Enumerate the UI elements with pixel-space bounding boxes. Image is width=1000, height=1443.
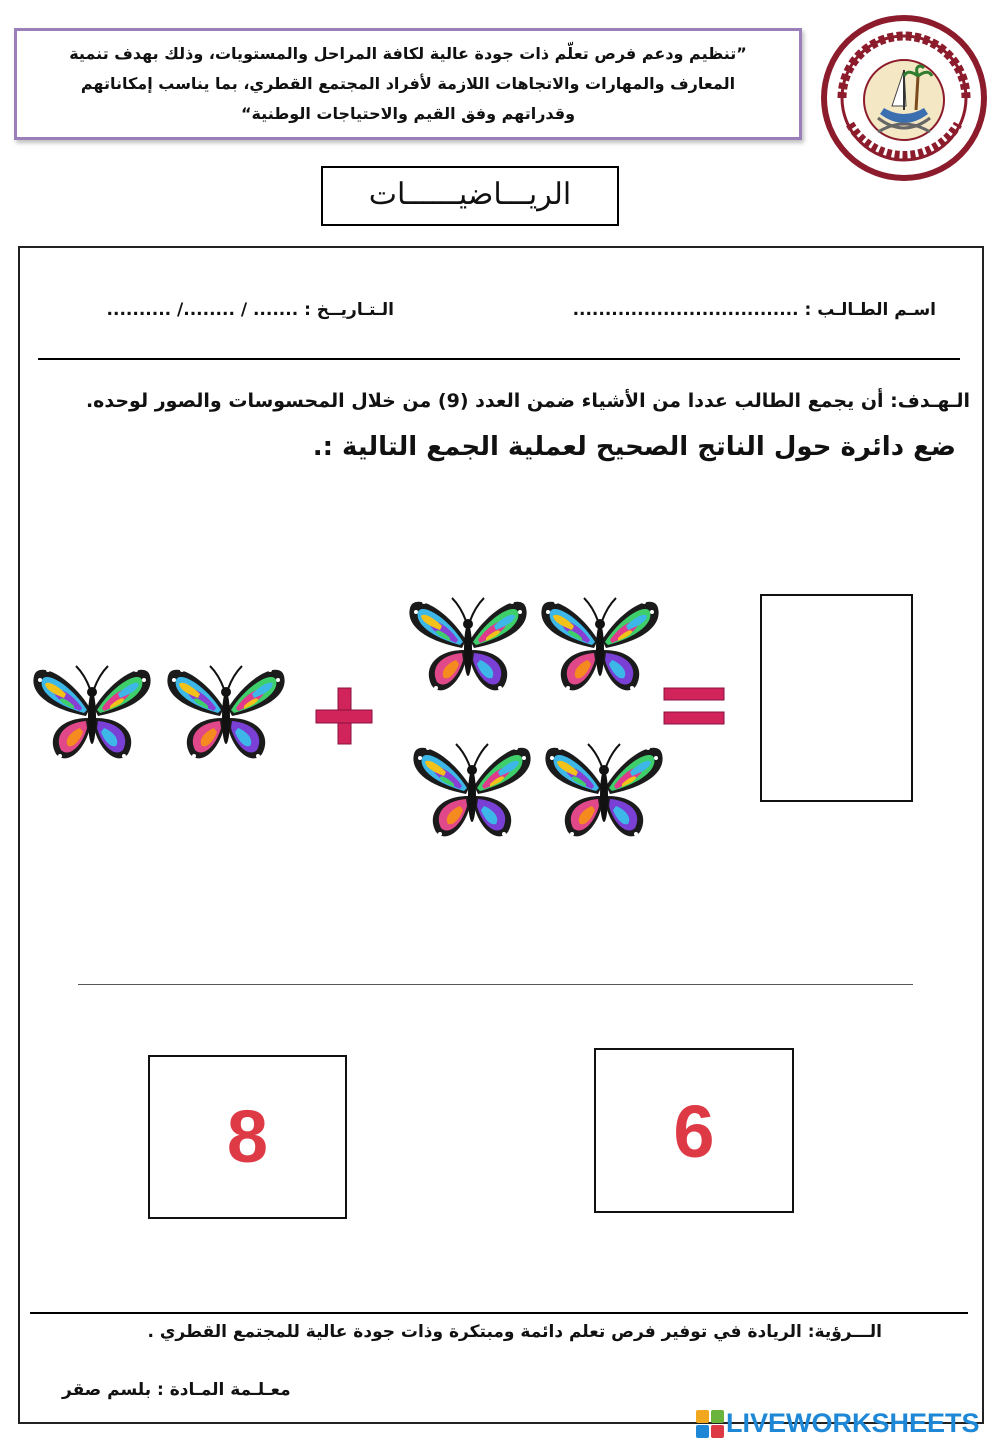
butterfly-icon [30, 656, 154, 766]
header-divider [38, 358, 960, 360]
liveworksheets-logo-icon [696, 1410, 726, 1438]
plus-icon [312, 684, 376, 748]
butterfly-icon [164, 656, 288, 766]
vision-statement: الـــرؤية: الريادة في توفير فرص تعلم دائمة ومبتكرة وذات جودة عالية للمجتمع القطري . [147, 1322, 882, 1342]
choices-divider [78, 984, 913, 985]
butterfly-icon [538, 588, 662, 698]
student-name-field[interactable]: اسـم الطـالـب : ................................... [572, 300, 936, 320]
qatar-ministry-seal-logo [820, 14, 988, 182]
mission-line-2: المعارف والمهارات والاتجاهات اللازمة لأفراد المجتمع القطري، بما يناسب إمكاناتهم [80, 74, 736, 93]
butterfly-icon [406, 588, 530, 698]
lesson-objective: الـهـدف: أن يجمع الطالب عددا من الأشياء ضمن العدد (9) من خلال المحسوسات والصور لوحده. [85, 390, 970, 412]
subject-title: الريـــاضيــــــات [368, 177, 572, 212]
butterfly-icon [410, 734, 534, 844]
choice-box-8[interactable] [148, 1055, 347, 1219]
butterfly-icon [542, 734, 666, 844]
watermark-text: LIVEWORKSHEETS [726, 1408, 980, 1438]
choice-value: 8 [226, 1095, 269, 1178]
mission-line-1: ”تنظيم ودعم فرص تعلّم ذات جودة عالية لكافة المراحل والمستويات، وذلك بهدف تنمية [69, 44, 747, 63]
choice-value: 6 [673, 1090, 715, 1173]
exercise-instruction: ضع دائرة حول الناتج الصحيح لعملية الجمع التالية :. [312, 432, 956, 462]
mission-line-3: وقدراتهم وفق القيم والاحتياجات الوطنية“ [240, 104, 576, 123]
footer-divider [30, 1312, 968, 1314]
equals-icon [662, 684, 726, 730]
subject-title-box [321, 166, 619, 226]
choice-box-6[interactable] [594, 1048, 794, 1213]
date-field[interactable]: الـتـاريــخ : ....... / ......../ .......... [106, 300, 394, 320]
mission-statement [17, 31, 799, 129]
mission-banner [14, 28, 802, 140]
teacher-name: معـلـمة المـادة : بلسم صقر [62, 1380, 291, 1400]
answer-box[interactable] [760, 594, 913, 802]
liveworksheets-watermark [696, 1406, 994, 1440]
